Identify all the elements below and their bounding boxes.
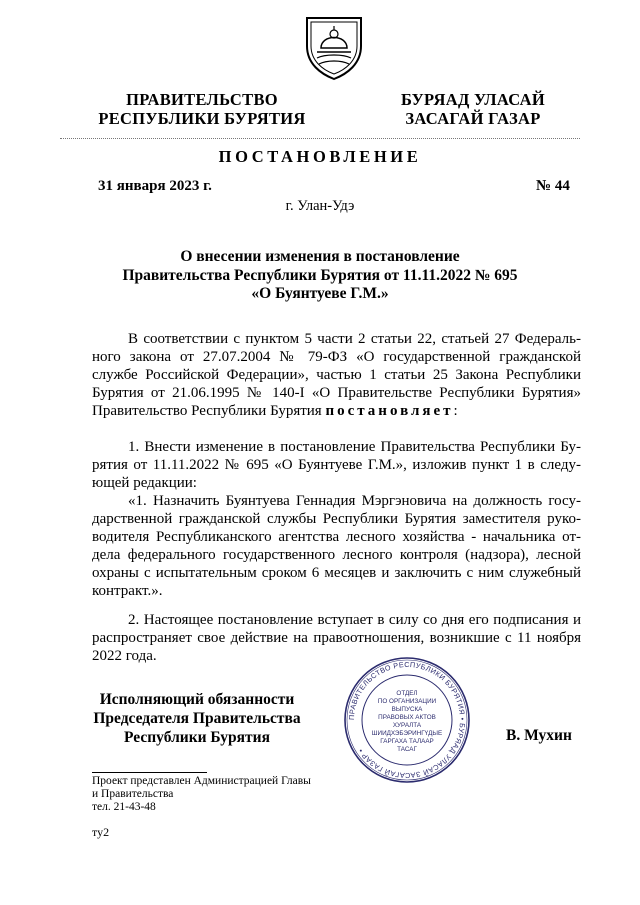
coat-of-arms-icon (301, 12, 367, 82)
paragraph-line: 2. Настоящее постановление вступает в силу со дня его подписания и (128, 612, 581, 628)
item-1-paragraph (92, 438, 581, 600)
document-city: г. Улан-Удэ (285, 198, 355, 214)
footer-divider (92, 772, 207, 773)
signatory-position-line1: Исполняющий обязанности (99, 691, 295, 708)
signatory-position-line3: Республики Бурятия (124, 729, 270, 746)
paragraph-line: распространяет свое действие на правоотношения, возникшие с 11 ноября (92, 630, 581, 646)
footer-phone: тел. 21-43-48 (92, 801, 156, 813)
stamp-inner-line: ОТДЕЛ (396, 690, 418, 697)
stamp-inner-line: ГАРГАХА ТАЛААР (380, 738, 434, 745)
paragraph-line: службе Российской Федерации», частью 1 статьи 25 Закона Республики (92, 367, 581, 383)
paragraph-line: 1. Внести изменение в постановление Правительства Республики Бу- (128, 439, 581, 455)
paragraph-line: охраны с испытательным сроком 6 месяцев и заключить с ним служебный (92, 565, 581, 581)
title-line: Правительства Республики Бурятия от 11.11.2022 № 695 (122, 266, 518, 284)
preamble-paragraph (92, 330, 581, 420)
footer-note (92, 775, 311, 814)
government-name-bua-line2: ЗАСАГАЙ ГАЗАР (405, 109, 541, 128)
stamp-ring-text: ПРАВИТЕЛЬСТВО РЕСПУБЛИКИ БУРЯТИЯ • БУРЯАД УЛАСАЙ ЗАСАГАЙ ГАЗАР • (346, 659, 468, 781)
paragraph-line: дарственной гражданской службы Республики Бурятия заместителя руко- (92, 511, 581, 527)
signatory-name: В. Мухин (506, 727, 572, 744)
paragraph-line: контракт.». (92, 583, 163, 599)
paragraph-line (92, 402, 581, 420)
government-name-ru-line1: ПРАВИТЕЛЬСТВО (126, 90, 278, 109)
document-date: 31 января 2023 г. (98, 178, 212, 194)
paragraph-line: дела федерального государственного лесного контроля (надзора), лесной (92, 547, 581, 563)
signatory-position (92, 690, 302, 747)
footer-line: Проект представлен Администрацией Главы (92, 775, 311, 787)
paragraph-line: ющей редакции: (92, 475, 197, 491)
stamp-inner-line: ШИИДХЭБЭРИНГҮДЫЕ (371, 730, 443, 737)
official-stamp (342, 655, 472, 785)
stamp-inner-line: ХУРАЛТА (392, 722, 422, 729)
stamp-inner-line: ТАСАГ (397, 746, 417, 753)
paragraph-line: ного закона от 27.07.2004 № 79-ФЗ «О государственной гражданской (92, 349, 581, 365)
government-name-ru-line2: РЕСПУБЛИКИ БУРЯТИЯ (98, 109, 306, 128)
item-2-paragraph (92, 611, 581, 665)
paragraph-line: «1. Назначить Буянтуева Геннадия Мэргэновича на должность госу- (128, 493, 581, 509)
paragraph-line: В соответствии с пунктом 5 части 2 статьи 22, статьей 27 Федераль- (128, 331, 581, 347)
header-divider (60, 138, 580, 139)
title-line: О внесении изменения в постановление (180, 248, 460, 265)
government-name-bua-line1: БУРЯАД УЛАСАЙ (400, 90, 546, 109)
title-line: «О Буянтуеве Г.М.» (251, 285, 389, 302)
document-type: ПОСТАНОВЛЕНИЕ (218, 147, 422, 166)
resolves-word: постановляет (325, 403, 454, 419)
document-title (100, 248, 540, 304)
government-name-ru (92, 90, 312, 128)
resolves-colon: : (453, 403, 458, 419)
paragraph-line: Бурятия от 21.06.1995 № 140-I «О Правительстве Республики Бурятия» (92, 385, 581, 401)
stamp-inner-line: ПО ОРГАНИЗАЦИИ (377, 698, 437, 705)
document-code: ту2 (92, 825, 110, 839)
paragraph-line: водителя Республиканского агентства лесного хозяйства - начальника от- (92, 529, 581, 545)
government-name-bua (393, 90, 553, 128)
document-number: № 44 (536, 178, 570, 194)
signatory-position-line2: Председателя Правительства (93, 710, 301, 727)
preamble-subject: Правительство Республики Бурятия (92, 403, 326, 419)
stamp-inner-line: ВЫПУСКА (391, 706, 423, 713)
stamp-inner-line: ПРАВОВЫХ АКТОВ (378, 714, 436, 721)
paragraph-line: рятия от 11.11.2022 № 695 «О Буянтуеве Г.М.», изложив пункт 1 в следу- (92, 457, 581, 473)
paragraph-line: 2022 года. (92, 648, 157, 664)
footer-line: и Правительства (92, 788, 174, 800)
